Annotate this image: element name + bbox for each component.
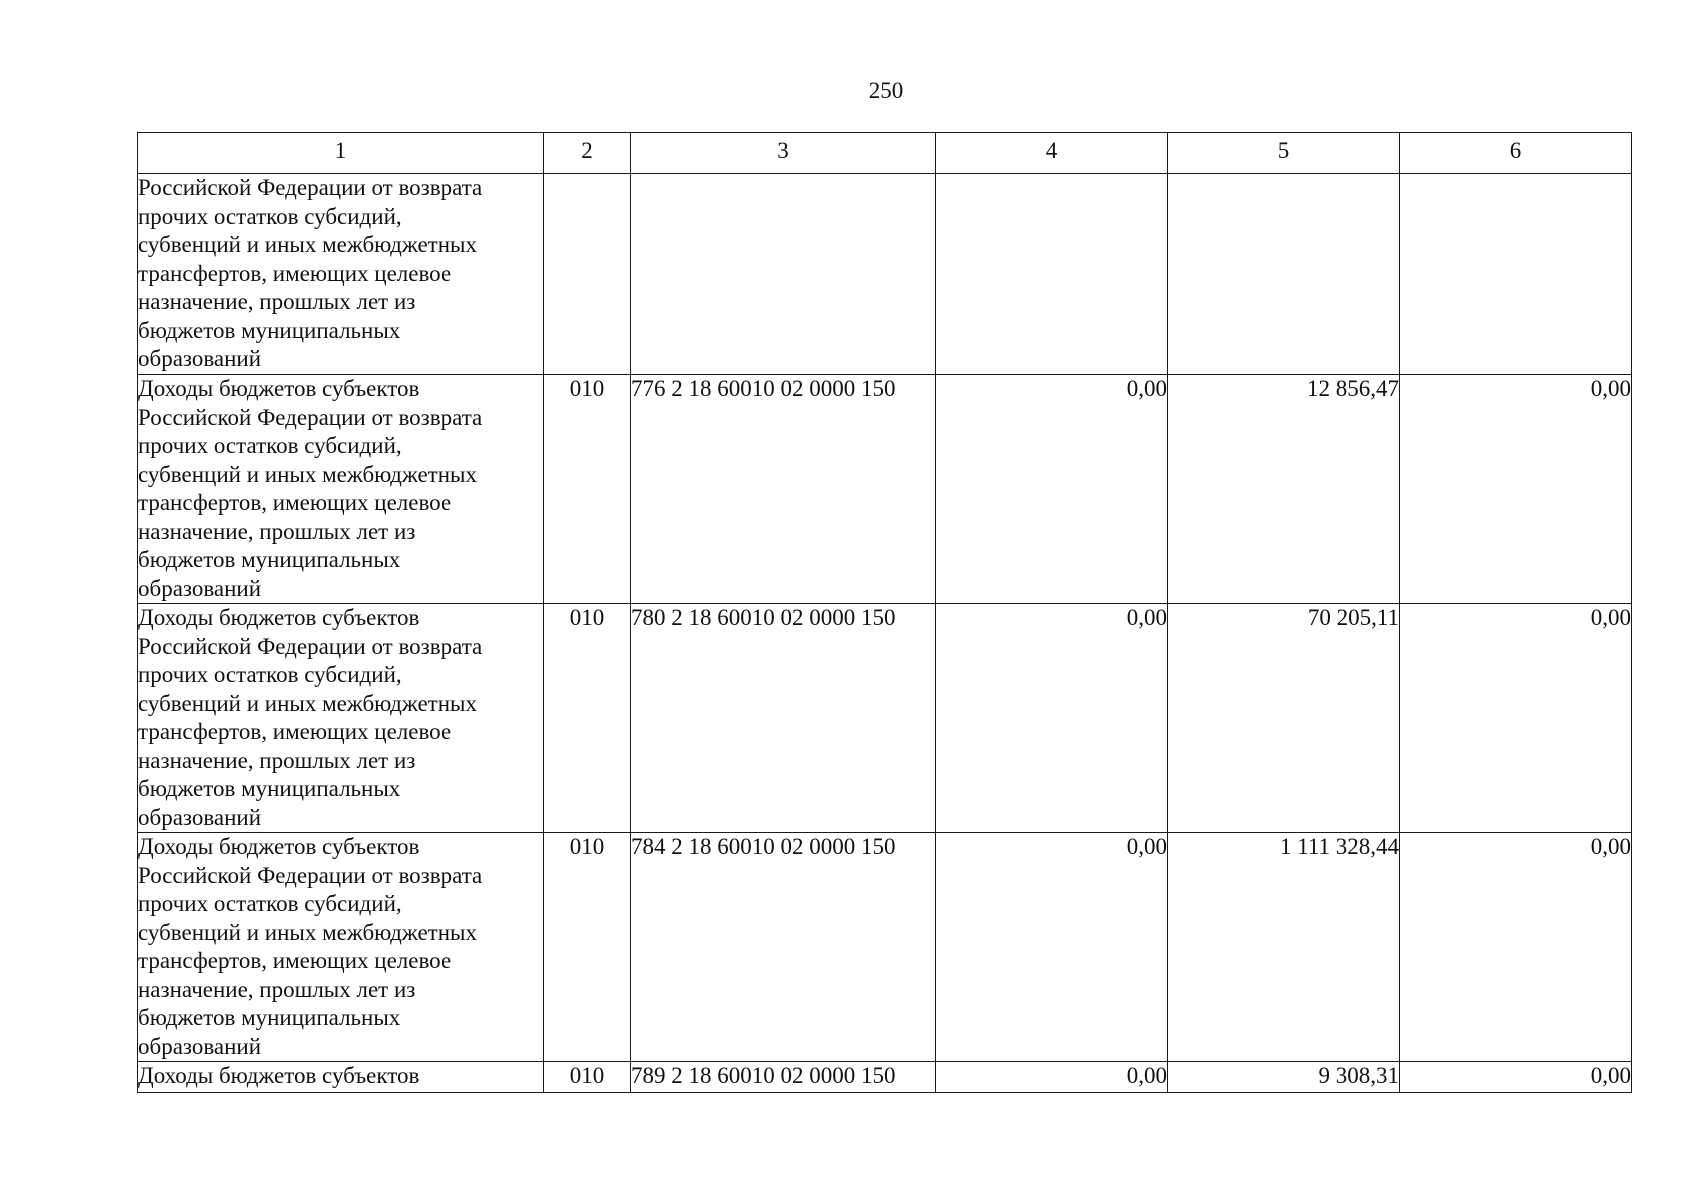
row-kbk: 776 2 18 60010 02 0000 150 xyxy=(631,375,936,604)
row-name-cell xyxy=(138,604,544,833)
row-kbk xyxy=(631,174,936,375)
row-name-cell xyxy=(138,833,544,1062)
row-col4 xyxy=(936,174,1168,375)
row-kbk: 784 2 18 60010 02 0000 150 xyxy=(631,833,936,1062)
row-code: 010 xyxy=(544,375,631,604)
row-col6: 0,00 xyxy=(1400,604,1632,833)
row-kbk: 780 2 18 60010 02 0000 150 xyxy=(631,604,936,833)
row-col6 xyxy=(1400,174,1632,375)
row-name: Доходы бюджетов субъектов Российской Федерации от возврата прочих остатков субсидий, субвенций и иных межбюджетных трансфертов, имеющих целевое назначение, прошлых лет из бюджетов муниципальных образований xyxy=(138,605,483,830)
row-col5: 70 205,11 xyxy=(1168,604,1400,833)
row-col6: 0,00 xyxy=(1400,375,1632,604)
row-kbk: 789 2 18 60010 02 0000 150 xyxy=(631,1062,936,1093)
row-col6: 0,00 xyxy=(1400,833,1632,1062)
table-row xyxy=(138,375,1632,604)
table-header-row xyxy=(138,133,1632,174)
row-col4: 0,00 xyxy=(936,1062,1168,1093)
table-row xyxy=(138,1062,1632,1093)
row-col5 xyxy=(1168,174,1400,375)
row-name: Доходы бюджетов субъектов Российской Федерации от возврата прочих остатков субсидий, субвенций и иных межбюджетных трансфертов, имеющих целевое назначение, прошлых лет из бюджетов муниципальных образований xyxy=(138,834,483,1059)
table-row xyxy=(138,174,1632,375)
row-name-cell xyxy=(138,174,544,375)
table-row xyxy=(138,604,1632,833)
page-number: 250 xyxy=(868,78,904,103)
row-col5: 1 111 328,44 xyxy=(1168,833,1400,1062)
row-code: 010 xyxy=(544,833,631,1062)
row-col5: 9 308,31 xyxy=(1168,1062,1400,1093)
table-row xyxy=(138,833,1632,1062)
column-header-3: 3 xyxy=(631,133,936,174)
row-name: Доходы бюджетов субъектов xyxy=(138,1063,420,1088)
row-code: 010 xyxy=(544,604,631,833)
row-code: 010 xyxy=(544,1062,631,1093)
row-name-cell xyxy=(138,375,544,604)
budget-table xyxy=(137,132,1632,1093)
row-col4: 0,00 xyxy=(936,604,1168,833)
row-col6: 0,00 xyxy=(1400,1062,1632,1093)
row-col4: 0,00 xyxy=(936,833,1168,1062)
row-name: Доходы бюджетов субъектов Российской Федерации от возврата прочих остатков субсидий, субвенций и иных межбюджетных трансфертов, имеющих целевое назначение, прошлых лет из бюджетов муниципальных образований xyxy=(138,376,483,601)
column-header-4: 4 xyxy=(936,133,1168,174)
row-name: Российской Федерации от возврата прочих остатков субсидий, субвенций и иных межбюджетных трансфертов, имеющих целевое назначение, прошлых лет из бюджетов муниципальных образований xyxy=(138,175,483,371)
row-col4: 0,00 xyxy=(936,375,1168,604)
column-header-6: 6 xyxy=(1400,133,1632,174)
row-name-cell xyxy=(138,1062,544,1093)
row-col5: 12 856,47 xyxy=(1168,375,1400,604)
column-header-5: 5 xyxy=(1168,133,1400,174)
column-header-1: 1 xyxy=(138,133,544,174)
row-code xyxy=(544,174,631,375)
column-header-2: 2 xyxy=(544,133,631,174)
